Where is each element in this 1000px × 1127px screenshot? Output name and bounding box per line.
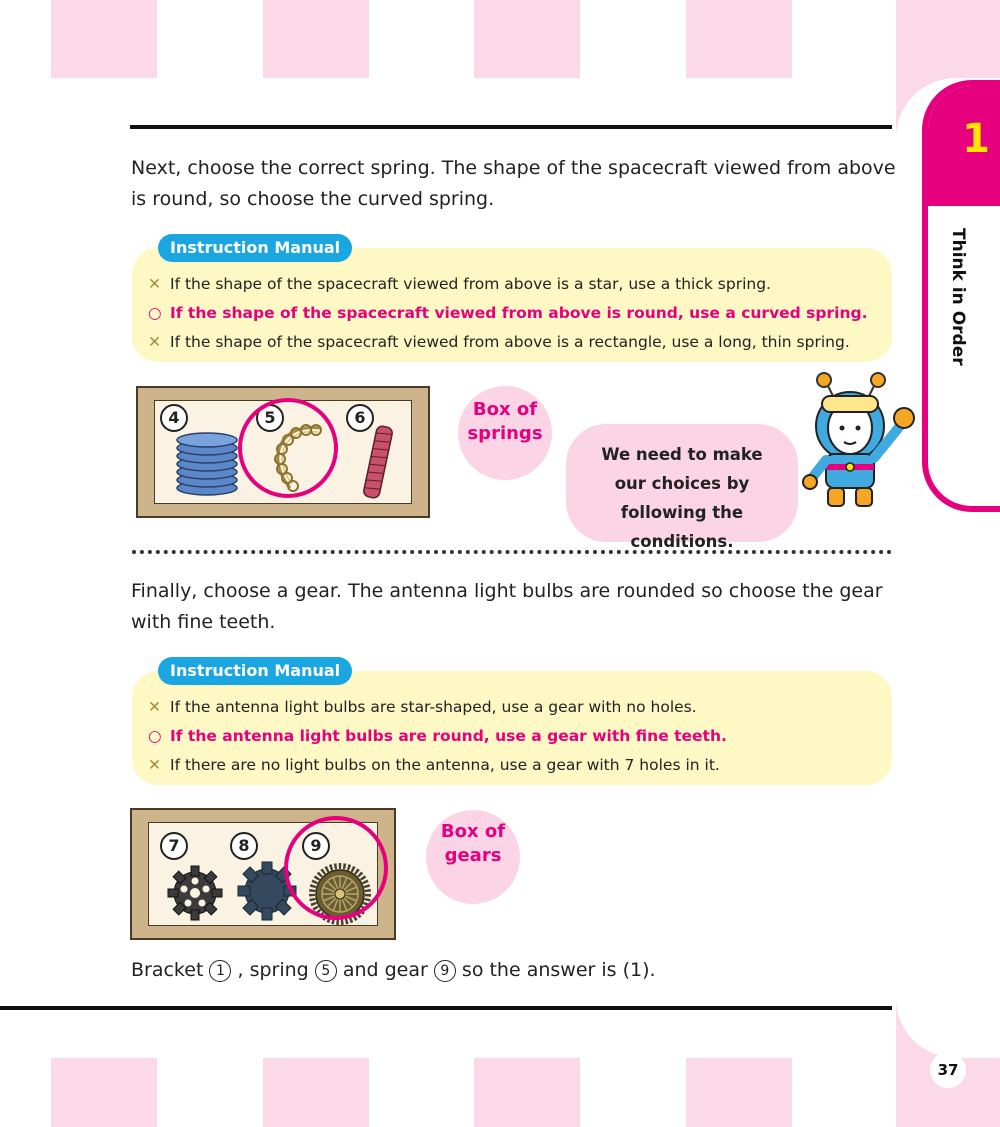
bottom-rule [0, 1006, 892, 1010]
decor-square [474, 1058, 580, 1127]
cross-icon: ✕ [148, 275, 161, 293]
gear-number: 9 [434, 960, 456, 982]
spring-box [136, 386, 430, 518]
thick-spring-icon [174, 430, 240, 496]
cross-icon: ✕ [148, 333, 161, 351]
answer-text: and gear [342, 959, 428, 981]
spring-number: 5 [315, 960, 337, 982]
astronaut-character-icon [800, 370, 922, 510]
top-rule [130, 125, 892, 129]
gear-instruction-manual [132, 661, 892, 785]
answer-text: , spring [237, 959, 309, 981]
spring-paragraph: Next, choose the correct spring. The shape of the spacecraft viewed from above is round, so choose the curved spring. [131, 157, 896, 210]
manual-item-correct [148, 299, 867, 328]
item-number: 9 [302, 832, 330, 860]
thin-spring-icon [358, 422, 398, 502]
manual-list [148, 693, 727, 780]
manual-label: Instruction Manual [158, 234, 352, 262]
speech-text: We need to make our choices by following the conditions. [601, 445, 763, 551]
item-number: 8 [230, 832, 258, 860]
item-number: 4 [160, 404, 188, 432]
selected-gear-highlight [284, 816, 388, 920]
circle-icon: ○ [148, 304, 162, 322]
dotted-divider [132, 550, 892, 554]
cross-icon: ✕ [148, 698, 161, 716]
bracket-number: 1 [209, 960, 231, 982]
cross-icon: ✕ [148, 756, 161, 774]
chapter-number: 1 [962, 116, 990, 162]
item-number: 5 [256, 404, 284, 432]
chapter-title: Think in Order [948, 228, 968, 366]
manual-label: Instruction Manual [158, 657, 352, 685]
decor-square [263, 0, 369, 78]
box-label: Box of springs [467, 399, 543, 444]
manual-item [148, 270, 867, 299]
decor-square [51, 0, 157, 78]
item-number: 7 [160, 832, 188, 860]
answer-prefix: Bracket [131, 959, 204, 981]
gear-with-holes-icon [166, 864, 224, 922]
decor-square [51, 1058, 157, 1127]
speech-bubble [566, 424, 798, 551]
manual-item-text: If the shape of the spacecraft viewed from above is a star, use a thick spring. [170, 275, 771, 293]
manual-item-text: If the antenna light bulbs are star-shaped, use a gear with no holes. [170, 698, 697, 716]
box-label: Box of gears [440, 821, 506, 866]
selected-spring-highlight [238, 398, 338, 498]
manual-item [148, 328, 867, 357]
manual-item [148, 693, 727, 722]
chapter-tab [922, 80, 1000, 512]
spring-instruction-manual [132, 238, 892, 362]
decor-square [686, 1058, 792, 1127]
manual-item-text: If the shape of the spacecraft viewed from above is round, use a curved spring. [170, 304, 868, 322]
manual-item-text: If the shape of the spacecraft viewed from above is a rectangle, use a long, thin spring. [170, 333, 850, 351]
box-label-bubble [426, 810, 520, 904]
answer-suffix: so the answer is (1). [461, 959, 656, 981]
box-label-bubble [458, 386, 552, 480]
manual-list [148, 270, 867, 357]
gear-paragraph: Finally, choose a gear. The antenna light bulbs are rounded so choose the gear with fine teeth. [131, 580, 883, 633]
manual-item [148, 751, 727, 780]
circle-icon: ○ [148, 727, 162, 745]
gear-box [130, 808, 396, 940]
answer-line [131, 956, 656, 984]
decor-square [474, 0, 580, 78]
item-number: 6 [346, 404, 374, 432]
manual-item-correct [148, 722, 727, 751]
decor-square [263, 1058, 369, 1127]
page-number: 37 [930, 1052, 966, 1088]
manual-item-text: If the antenna light bulbs are round, use a gear with fine teeth. [170, 727, 727, 745]
chapter-number-badge [928, 86, 1000, 206]
manual-item-text: If there are no light bulbs on the antenna, use a gear with 7 holes in it. [170, 756, 720, 774]
decor-square [686, 0, 792, 78]
